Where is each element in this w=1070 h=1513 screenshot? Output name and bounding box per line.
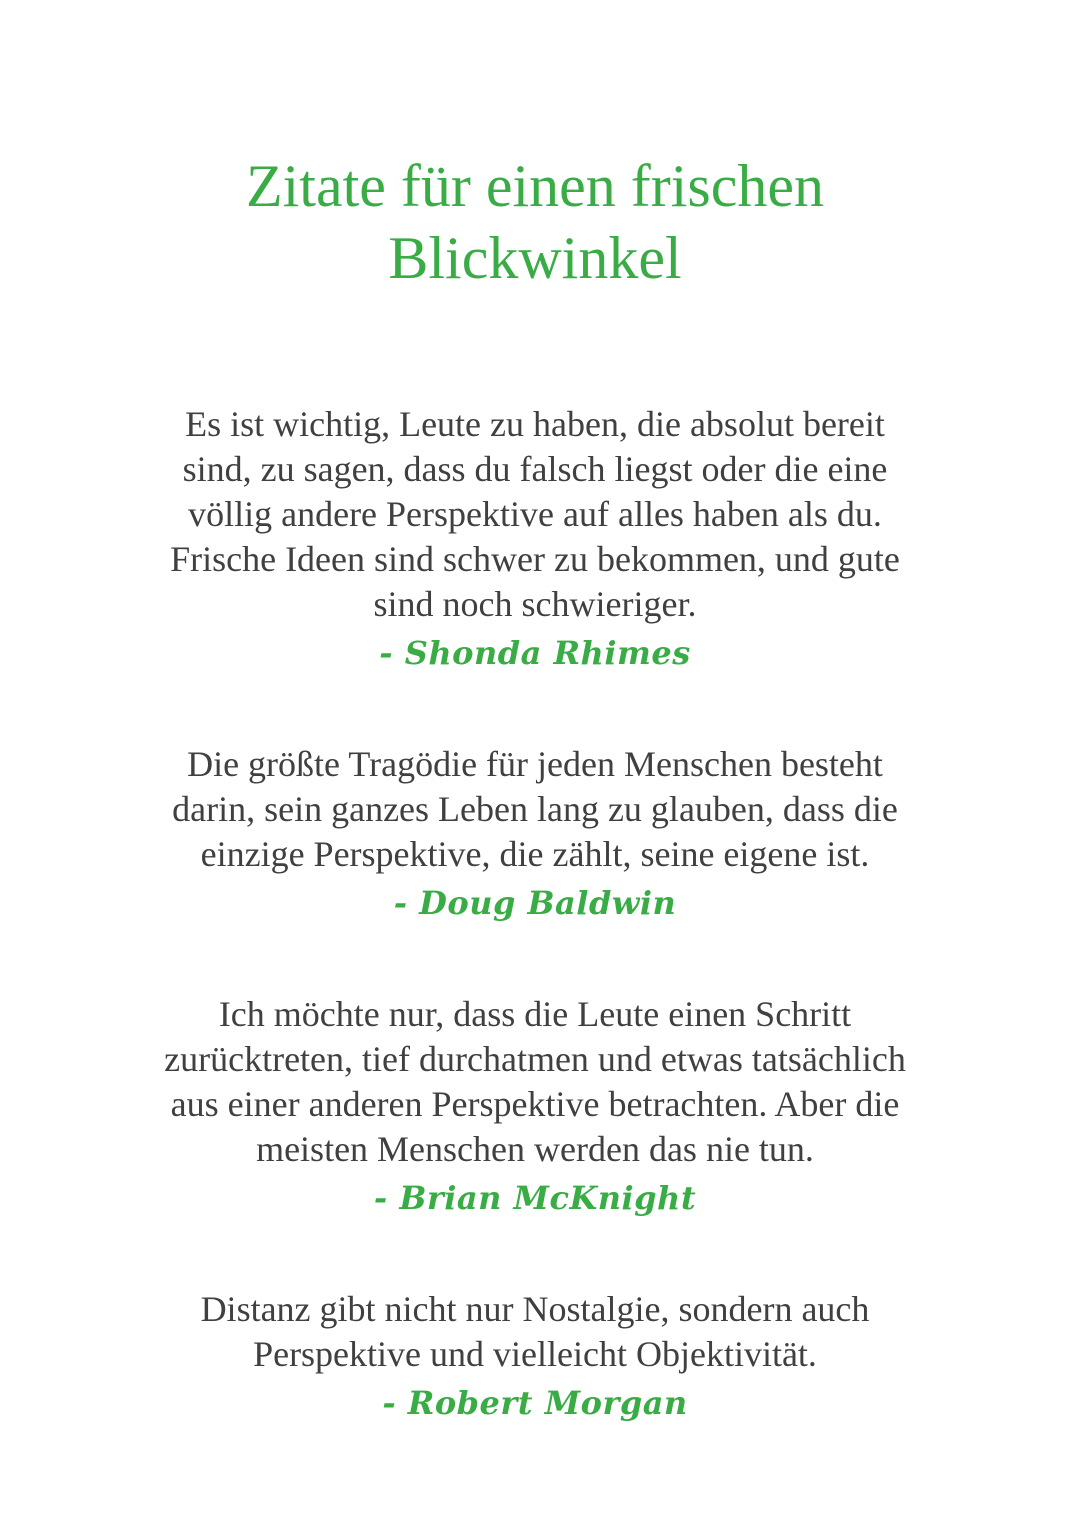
- quote-line: Ich möchte nur, dass die Leute einen Schritt: [218, 994, 852, 1034]
- quote-line: Die größte Tragödie für jeden Menschen besteht: [187, 744, 883, 784]
- quote-line: Perspektive und vielleicht Objektivität.: [253, 1334, 817, 1374]
- quote-line: Es ist wichtig, Leute zu haben, die absolut bereit: [185, 404, 885, 444]
- quote-line: einzige Perspektive, die zählt, seine eigene ist.: [200, 834, 870, 874]
- quote-line: sind noch schwieriger.: [373, 584, 697, 624]
- quote-author: - Robert Morgan: [382, 1384, 688, 1422]
- quote-line: sind, zu sagen, dass du falsch liegst oder die eine: [182, 449, 888, 489]
- quote-line: meisten Menschen werden das nie tun.: [256, 1129, 814, 1169]
- quote-line: Distanz gibt nicht nur Nostalgie, sondern auch: [200, 1289, 870, 1329]
- quote-line: völlig andere Perspektive auf alles haben als du.: [188, 494, 882, 534]
- quote-text: [110, 402, 960, 627]
- quote-block: [110, 402, 960, 675]
- quote-line: zurücktreten, tief durchatmen und etwas tatsächlich: [164, 1039, 906, 1079]
- quote-line: aus einer anderen Perspektive betrachten. Aber die: [170, 1084, 900, 1124]
- quote-author: - Shonda Rhimes: [379, 634, 691, 672]
- quote-text: [110, 1287, 960, 1377]
- quote-block: [110, 1287, 960, 1425]
- quote-text: [110, 992, 960, 1172]
- quote-line: darin, sein ganzes Leben lang zu glauben, dass die: [172, 789, 898, 829]
- page-title: [0, 150, 1070, 294]
- quote-author: - Brian McKnight: [373, 1179, 697, 1217]
- title-line-2: Blickwinkel: [388, 225, 682, 291]
- quote-line: Frische Ideen sind schwer zu bekommen, und gute: [170, 539, 900, 579]
- quote-block: [110, 992, 960, 1220]
- title-line-1: Zitate für einen frischen: [245, 153, 825, 219]
- quote-text: [110, 742, 960, 877]
- quote-author: - Doug Baldwin: [393, 884, 677, 922]
- quote-block: [110, 742, 960, 925]
